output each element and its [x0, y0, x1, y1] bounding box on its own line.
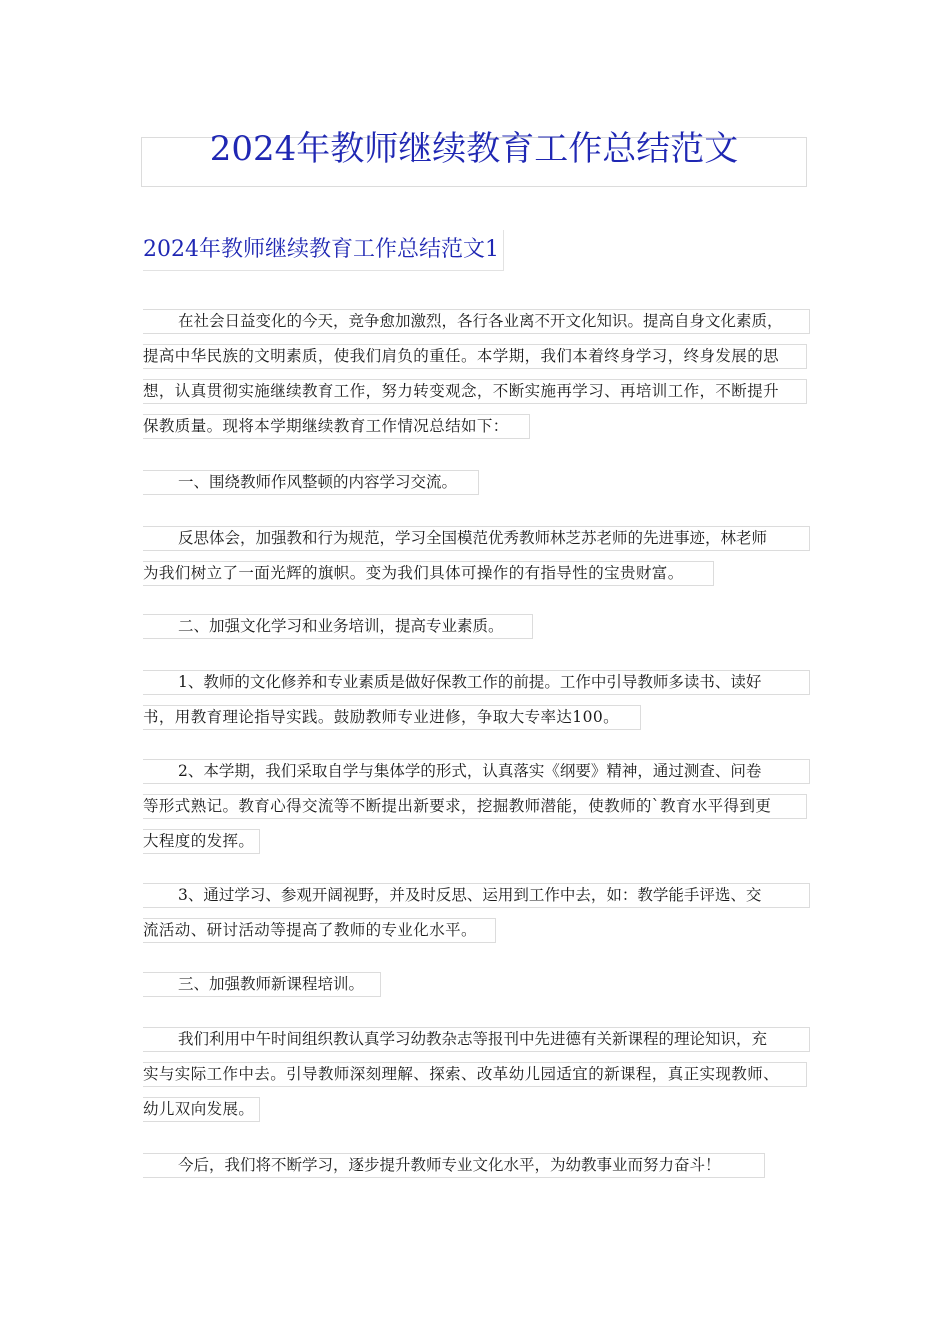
heading-line: 三、加强教师新课程培训。 [143, 972, 381, 997]
paragraph-line: 幼儿双向发展。 [143, 1097, 260, 1122]
paragraph-line: 反思体会，加强教和行为规范，学习全国模范优秀教师林芝苏老师的先进事迹，林老师 [143, 526, 810, 551]
paragraph-line: 1、教师的文化修养和专业素质是做好保教工作的前提。工作中引导教师多读书、读好 [143, 670, 810, 695]
paragraph-line: 流活动、研讨活动等提高了教师的专业化水平。 [143, 918, 496, 943]
paragraph-line: 在社会日益变化的今天，竞争愈加激烈，各行各业离不开文化知识。提高自身文化素质， [143, 309, 810, 334]
paragraph-line: 今后，我们将不断学习，逐步提升教师专业文化水平，为幼教事业而努力奋斗！ [143, 1153, 765, 1178]
paragraph-line: 实与实际工作中去。引导教师深刻理解、探索、改革幼儿园适宜的新课程，真正实现教师、 [143, 1062, 807, 1087]
heading-line: 二、加强文化学习和业务培训，提高专业素质。 [143, 614, 533, 639]
paragraph-line: 书，用教育理论指导实践。鼓励教师专业进修，争取大专率达100。 [143, 705, 641, 730]
paragraph-line: 3、通过学习、参观开阔视野，并及时反思、运用到工作中去，如：教学能手评选、交 [143, 883, 810, 908]
document-title: 2024年教师继续教育工作总结范文 [209, 129, 739, 169]
heading-line: 一、围绕教师作风整顿的内容学习交流。 [143, 470, 479, 495]
paragraph-line: 为我们树立了一面光辉的旗帜。变为我们具体可操作的有指导性的宝贵财富。 [143, 561, 714, 586]
paragraph-line: 大程度的发挥。 [143, 829, 260, 854]
paragraph-line: 我们利用中午时间组织教认真学习幼教杂志等报刊中先进德有关新课程的理论知识，充 [143, 1027, 810, 1052]
paragraph-line: 提高中华民族的文明素质，使我们肩负的重任。本学期，我们本着终身学习，终身发展的思 [143, 344, 807, 369]
paragraph-line: 2、本学期，我们采取自学与集体学的形式，认真落实《纲要》精神，通过测查、问卷 [143, 759, 810, 784]
paragraph-line: 等形式熟记。教育心得交流等不断提出新要求，挖掘教师潜能，使教师的`教育水平得到更 [143, 794, 807, 819]
paragraph-line: 保教质量。现将本学期继续教育工作情况总结如下： [143, 414, 530, 439]
paragraph-line: 想，认真贯彻实施继续教育工作，努力转变观念，不断实施再学习、再培训工作，不断提升 [143, 379, 807, 404]
section-title: 2024年教师继续教育工作总结范文1 [143, 230, 504, 271]
